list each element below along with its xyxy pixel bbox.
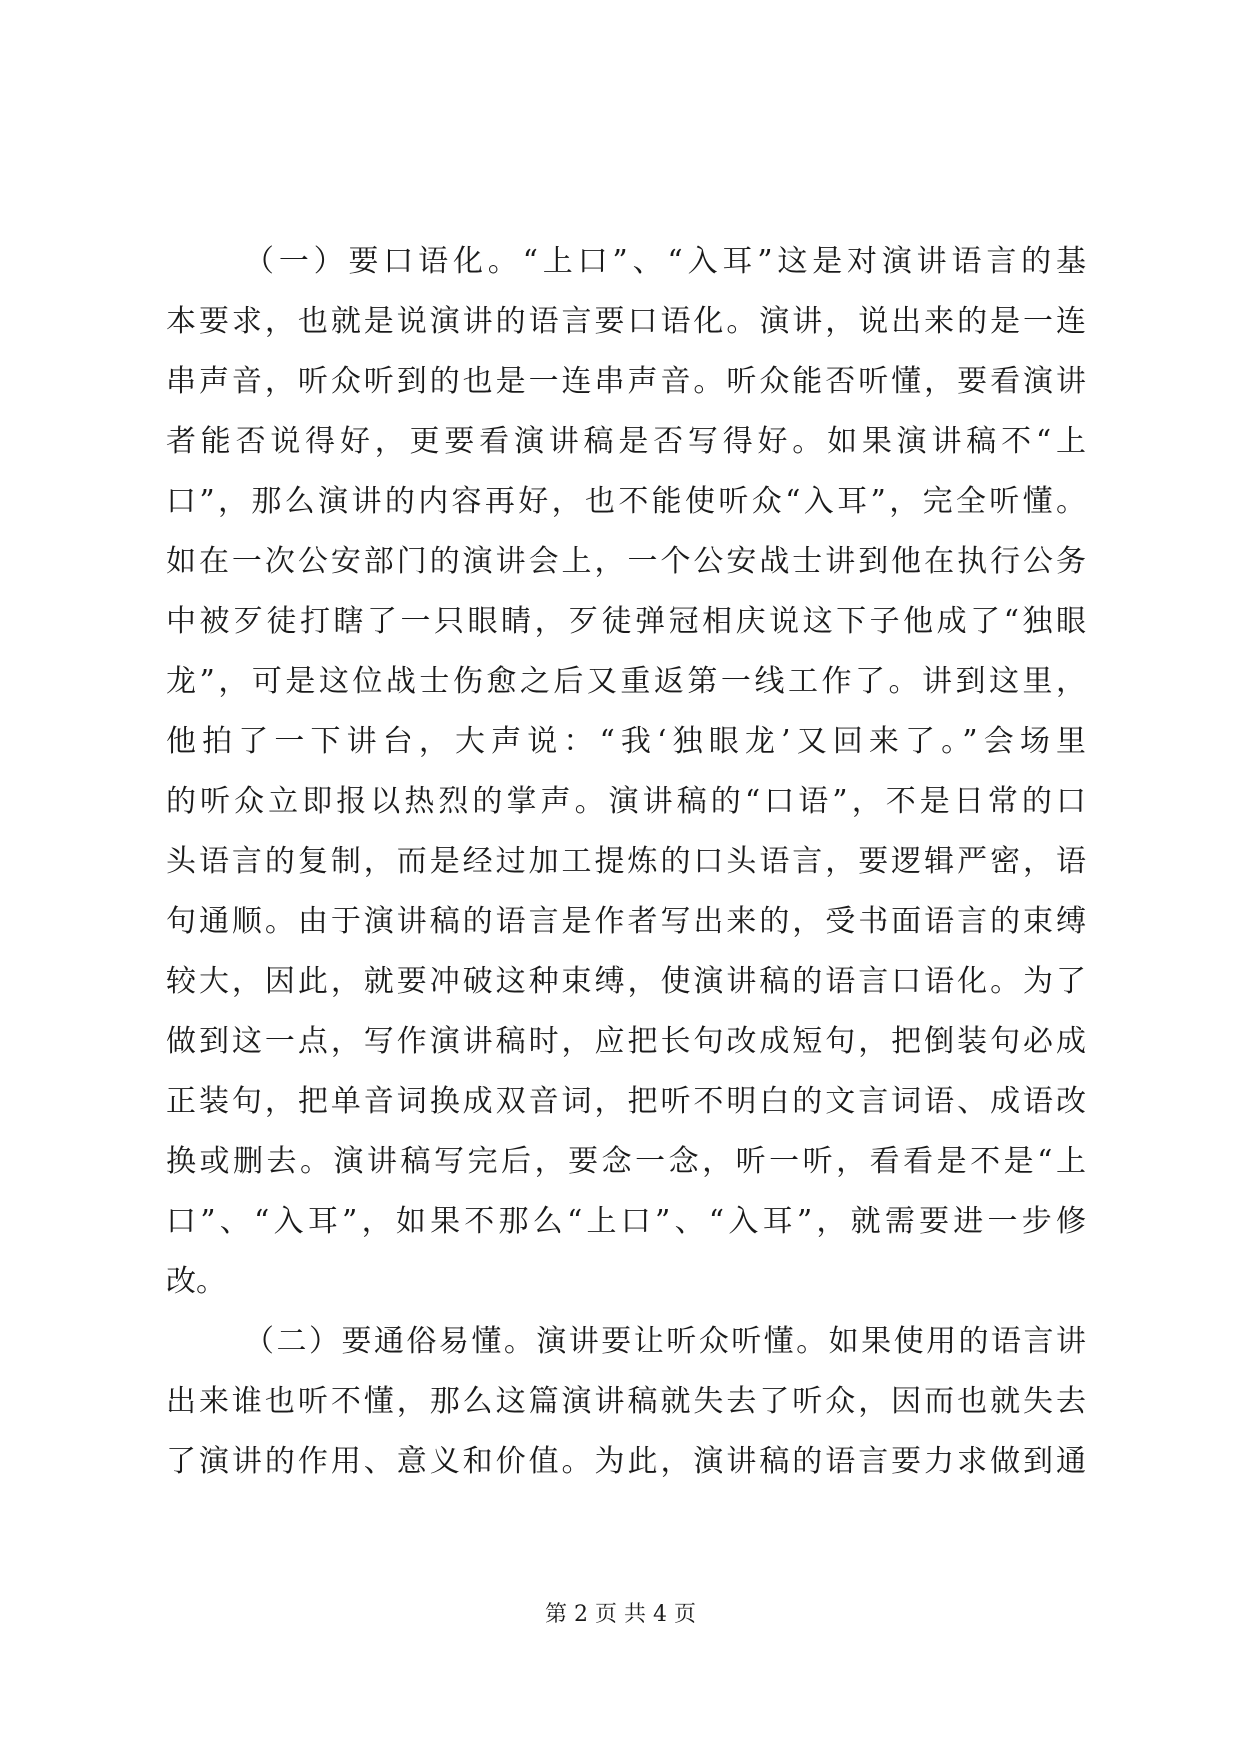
text-line: 他拍了一下讲台，大声说：“我‘独眼龙’又回来了。”会场里 xyxy=(166,724,1086,759)
text-line: 改。 xyxy=(166,1264,226,1299)
text-line: 中被歹徒打瞎了一只眼睛，歹徒弹冠相庆说这下子他成了“独眼 xyxy=(166,604,1086,639)
text-line: 串声音，听众听到的也是一连串声音。听众能否听懂，要看演讲 xyxy=(166,364,1086,399)
text-line: 换或删去。演讲稿写完后，要念一念，听一听，看看是不是“上 xyxy=(166,1144,1086,1179)
document-body xyxy=(166,232,1086,1492)
text-line: 正装句，把单音词换成双音词，把听不明白的文言词语、成语改 xyxy=(166,1084,1086,1119)
text-line: （一）要口语化。“上口”、“入耳”这是对演讲语言的基 xyxy=(244,244,1086,279)
text-line: 出来谁也听不懂，那么这篇演讲稿就失去了听众，因而也就失去 xyxy=(166,1384,1086,1419)
text-line: （二）要通俗易懂。演讲要让听众听懂。如果使用的语言讲 xyxy=(244,1324,1086,1359)
text-line: 口”，那么演讲的内容再好，也不能使听众“入耳”，完全听懂。 xyxy=(166,484,1086,519)
text-line: 的听众立即报以热烈的掌声。演讲稿的“口语”，不是日常的口 xyxy=(166,784,1086,819)
text-line: 句通顺。由于演讲稿的语言是作者写出来的，受书面语言的束缚 xyxy=(166,904,1086,939)
text-line: 龙”，可是这位战士伤愈之后又重返第一线工作了。讲到这里， xyxy=(166,664,1086,699)
text-line: 较大，因此，就要冲破这种束缚，使演讲稿的语言口语化。为了 xyxy=(166,964,1086,999)
text-line: 做到这一点，写作演讲稿时，应把长句改成短句，把倒装句必成 xyxy=(166,1024,1086,1059)
text-line: 如在一次公安部门的演讲会上，一个公安战士讲到他在执行公务 xyxy=(166,544,1086,579)
text-line: 本要求，也就是说演讲的语言要口语化。演讲，说出来的是一连 xyxy=(166,304,1086,339)
text-line: 了演讲的作用、意义和价值。为此，演讲稿的语言要力求做到通 xyxy=(166,1444,1086,1479)
page-footer: 第 2 页 共 4 页 xyxy=(545,1602,696,1627)
text-line: 口”、“入耳”，如果不那么“上口”、“入耳”，就需要进一步修 xyxy=(166,1204,1086,1239)
text-line: 头语言的复制，而是经过加工提炼的口头语言，要逻辑严密，语 xyxy=(166,844,1086,879)
text-line: 者能否说得好，更要看演讲稿是否写得好。如果演讲稿不“上 xyxy=(166,424,1086,459)
